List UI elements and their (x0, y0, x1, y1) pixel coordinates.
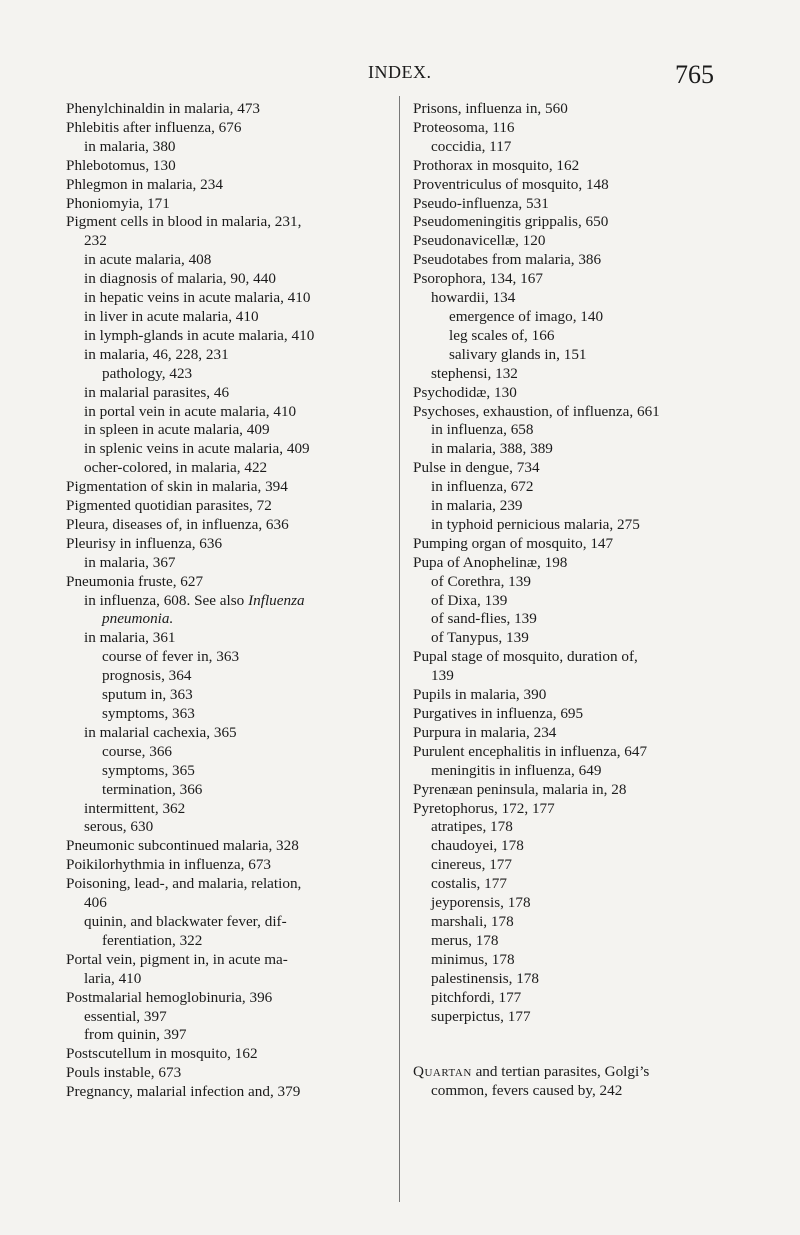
index-subentry (413, 365, 748, 384)
index-subentry (413, 327, 748, 346)
index-entry (66, 951, 396, 970)
entry-text: Psychoses, exhaustion, of influenza, 661 (413, 402, 660, 420)
index-subentry (413, 308, 748, 327)
index-subentry (66, 592, 396, 611)
entry-text: common, fevers caused by, 242 (431, 1082, 623, 1100)
index-subentry (413, 516, 748, 535)
italic-reference: Influenza (248, 591, 305, 609)
index-subentry (413, 856, 748, 875)
index-subentry (413, 667, 748, 686)
entry-text: minimus, 178 (431, 950, 515, 968)
index-subentry (413, 629, 748, 648)
entry-text: Prisons, influenza in, 560 (413, 100, 568, 117)
entry-text: chaudoyei, 178 (431, 837, 524, 855)
entry-text: Psorophora, 134, 167 (413, 270, 543, 288)
entry-text: from quinin, 397 (84, 1026, 187, 1044)
entry-text: of Dixa, 139 (431, 591, 508, 609)
index-subentry (66, 686, 396, 705)
entry-text: salivary glands in, 151 (449, 345, 587, 363)
index-entry (66, 119, 396, 138)
index-entry (66, 875, 396, 894)
entry-text: costalis, 177 (431, 875, 507, 893)
index-entry (413, 251, 748, 270)
entry-text: of Corethra, 139 (431, 572, 531, 590)
entry-text: Pupa of Anophelinæ, 198 (413, 553, 568, 571)
index-subentry (66, 459, 396, 478)
entry-text: essential, 397 (84, 1007, 167, 1025)
entry-text: in malarial cachexia, 365 (84, 723, 237, 741)
entry-text: jeyporensis, 178 (431, 894, 531, 912)
entry-text: stephensi, 132 (431, 364, 518, 382)
running-head: INDEX. (368, 62, 432, 82)
entry-text: course, 366 (102, 742, 173, 760)
index-subentry (66, 894, 396, 913)
entry-text: Proventriculus of mosquito, 148 (413, 175, 609, 193)
entry-text: Portal vein, pigment in, in acute ma- (66, 950, 288, 968)
index-entry (413, 554, 748, 573)
entry-text: Pseudomeningitis grippalis, 650 (413, 213, 609, 231)
entry-text: Phlebotomus, 130 (66, 156, 176, 174)
index-subentry (413, 951, 748, 970)
entry-text: serous, 630 (84, 818, 154, 836)
entry-text: in typhoid pernicious malaria, 275 (431, 515, 640, 533)
entry-text: Pleura, diseases of, in influenza, 636 (66, 515, 289, 533)
index-subentry (413, 440, 748, 459)
entry-text: in acute malaria, 408 (84, 251, 212, 269)
entry-text: Pseudonavicellæ, 120 (413, 232, 546, 250)
index-subentry (66, 818, 396, 837)
entry-text: Postmalarial hemoglobinuria, 396 (66, 988, 273, 1006)
index-entry (66, 195, 396, 214)
entry-text: in splenic veins in acute malaria, 409 (84, 440, 310, 458)
index-subentry (66, 648, 396, 667)
index-entry (66, 856, 396, 875)
entry-text: in portal vein in acute malaria, 410 (84, 402, 297, 420)
entry-text: laria, 410 (84, 969, 142, 987)
entry-text: Phenylchinaldin in malaria, 473 (66, 100, 261, 117)
index-subentry (413, 1008, 748, 1027)
entry-text: Pigment cells in blood in malaria, 231, (66, 213, 302, 231)
index-subentry (413, 932, 748, 951)
entry-text: of Tanypus, 139 (431, 629, 529, 647)
entry-text: in malaria, 46, 228, 231 (84, 345, 229, 363)
entry-text: cinereus, 177 (431, 856, 512, 874)
entry-text: Purulent encephalitis in influenza, 647 (413, 742, 648, 760)
entry-text: 232 (84, 232, 107, 250)
index-subentry (66, 800, 396, 819)
index-column-right (413, 100, 748, 1101)
index-entry (413, 384, 748, 403)
entry-text: in malaria, 388, 389 (431, 440, 553, 458)
entry-text: intermittent, 362 (84, 799, 186, 817)
index-subentry (413, 573, 748, 592)
entry-text: coccidia, 117 (431, 137, 512, 155)
entry-text: pathology, 423 (102, 364, 193, 382)
index-entry (413, 119, 748, 138)
entry-text: in liver in acute malaria, 410 (84, 307, 259, 325)
entry-text: in influenza, 672 (431, 478, 534, 496)
index-subentry (413, 478, 748, 497)
index-subentry (413, 421, 748, 440)
entry-text: Pyretophorus, 172, 177 (413, 799, 555, 817)
index-subentry (66, 384, 396, 403)
entry-text: Pneumonic subcontinued malaria, 328 (66, 837, 299, 855)
page-header (0, 60, 800, 100)
entry-text: symptoms, 363 (102, 705, 195, 722)
index-entry (413, 459, 748, 478)
entry-text: Pupils in malaria, 390 (413, 686, 547, 704)
entry-text: Pregnancy, malarial infection and, 379 (66, 1083, 301, 1101)
index-entry (413, 157, 748, 176)
entry-text: in malaria, 380 (84, 137, 176, 155)
index-subentry (66, 232, 396, 251)
entry-text: emergence of imago, 140 (449, 307, 604, 325)
entry-text: Pyrenæan peninsula, malaria in, 28 (413, 780, 627, 798)
index-entry (66, 1064, 396, 1083)
entry-text: Pupal stage of mosquito, duration of, (413, 648, 638, 666)
index-subentry (66, 308, 396, 327)
index-entry (66, 497, 396, 516)
index-subentry (413, 989, 748, 1008)
index-subentry (66, 440, 396, 459)
index-subentry (66, 403, 396, 422)
entry-text: Pigmentation of skin in malaria, 394 (66, 478, 288, 496)
index-subentry (413, 138, 748, 157)
index-entry (66, 837, 396, 856)
index-entry (413, 686, 748, 705)
entry-text: and tertian parasites, Golgi’s (471, 1063, 650, 1081)
entry-text: Psychodidæ, 130 (413, 383, 517, 401)
entry-text: ferentiation, 322 (102, 931, 203, 949)
index-subentry (413, 592, 748, 611)
entry-text: Poisoning, lead-, and malaria, relation, (66, 875, 302, 893)
entry-text: ocher-colored, in malaria, 422 (84, 459, 268, 477)
entry-text: palestinensis, 178 (431, 969, 539, 987)
index-entry (413, 705, 748, 724)
index-subentry (66, 667, 396, 686)
index-subentry (66, 762, 396, 781)
index-entry (413, 648, 748, 667)
entry-text: Pseudotabes from malaria, 386 (413, 251, 602, 269)
index-subentry (413, 875, 748, 894)
entry-text: in spleen in acute malaria, 409 (84, 421, 270, 439)
entry-text: sputum in, 363 (102, 686, 193, 704)
index-entry (413, 535, 748, 554)
index-entry (66, 535, 396, 554)
index-subentry (66, 421, 396, 440)
entry-text: Pleurisy in influenza, 636 (66, 534, 223, 552)
entry-text: in malaria, 361 (84, 629, 176, 647)
index-subentry (413, 610, 748, 629)
index-entry (413, 176, 748, 195)
entry-text: meningitis in influenza, 649 (431, 761, 602, 779)
index-entry (413, 403, 748, 422)
index-subentry (66, 346, 396, 365)
entry-text: Phlegmon in malaria, 234 (66, 175, 223, 193)
entry-text: Phoniomyia, 171 (66, 194, 170, 212)
index-subentry (66, 610, 396, 629)
smallcaps-term: Quartan (413, 1063, 472, 1081)
index-subentry (66, 138, 396, 157)
entry-text: in influenza, 658 (431, 421, 534, 439)
entry-text: Phlebitis after influenza, 676 (66, 118, 242, 136)
index-subentry (413, 970, 748, 989)
entry-text: in influenza, 608. See also (84, 591, 249, 609)
index-entry (413, 270, 748, 289)
index-entry (413, 800, 748, 819)
index-subentry (413, 913, 748, 932)
index-entry (413, 1063, 748, 1082)
index-column-left (66, 100, 396, 1102)
index-subentry (66, 913, 396, 932)
index-entry (66, 573, 396, 592)
entry-text: in malaria, 367 (84, 553, 176, 571)
index-subentry (413, 762, 748, 781)
italic-reference: pneumonia. (102, 610, 174, 628)
entry-text: prognosis, 364 (102, 667, 192, 685)
index-entry (66, 1083, 396, 1102)
entry-text: howardii, 134 (431, 289, 516, 307)
page-number: 765 (675, 60, 714, 89)
entry-text: Postscutellum in mosquito, 162 (66, 1045, 258, 1063)
entry-text: in malarial parasites, 46 (84, 383, 230, 401)
index-subentry (66, 1026, 396, 1045)
entry-text: in malaria, 239 (431, 497, 523, 515)
index-subentry (413, 1082, 748, 1101)
index-subentry (413, 497, 748, 516)
entry-text: 139 (431, 667, 454, 685)
entry-text: Pulse in dengue, 734 (413, 459, 540, 477)
entry-text: Prothorax in mosquito, 162 (413, 156, 580, 174)
index-subentry (413, 894, 748, 913)
index-subentry (413, 837, 748, 856)
index-subentry (66, 781, 396, 800)
entry-text: termination, 366 (102, 780, 203, 798)
index-subentry (413, 289, 748, 308)
index-entry (66, 100, 396, 119)
entry-text: marshali, 178 (431, 912, 514, 930)
entry-text: leg scales of, 166 (449, 326, 555, 344)
index-subentry (66, 1008, 396, 1027)
index-subentry (66, 970, 396, 989)
entry-text: in lymph-glands in acute malaria, 410 (84, 326, 315, 344)
index-entry (413, 100, 748, 119)
entry-text: Pneumonia fruste, 627 (66, 572, 204, 590)
entry-text: 406 (84, 894, 107, 912)
entry-text: superpictus, 177 (431, 1007, 531, 1025)
index-subentry (66, 251, 396, 270)
index-subentry (66, 327, 396, 346)
index-subentry (66, 289, 396, 308)
entry-text: Pseudo-influenza, 531 (413, 194, 549, 212)
index-entry (66, 1045, 396, 1064)
index-subentry (66, 629, 396, 648)
entry-text: in diagnosis of malaria, 90, 440 (84, 270, 276, 288)
entry-text: in hepatic veins in acute malaria, 410 (84, 289, 311, 307)
index-entry (413, 213, 748, 232)
column-divider (399, 96, 400, 1202)
index-entry (66, 176, 396, 195)
entry-text: Poikilorhythmia in influenza, 673 (66, 856, 272, 874)
entry-text: Proteosoma, 116 (413, 118, 515, 136)
entry-text: Pouls instable, 673 (66, 1064, 182, 1082)
entry-text: course of fever in, 363 (102, 648, 240, 666)
index-subentry (66, 365, 396, 384)
index-subentry (413, 818, 748, 837)
entry-text: atratipes, 178 (431, 818, 513, 836)
index-subentry (66, 932, 396, 951)
index-entry (413, 232, 748, 251)
index-entry (66, 516, 396, 535)
index-entry (413, 195, 748, 214)
entry-text: symptoms, 365 (102, 761, 195, 779)
index-entry (66, 478, 396, 497)
entry-text: Pigmented quotidian parasites, 72 (66, 497, 272, 515)
index-entry (413, 743, 748, 762)
entry-text: quinin, and blackwater fever, dif- (84, 912, 287, 930)
index-entry (66, 213, 396, 232)
index-subentry (66, 724, 396, 743)
entry-text: Purpura in malaria, 234 (413, 723, 557, 741)
index-subentry (66, 554, 396, 573)
index-subentry (66, 743, 396, 762)
entry-spacer (413, 1026, 748, 1063)
index-subentry (66, 705, 396, 724)
entry-text: Purgatives in influenza, 695 (413, 705, 584, 722)
index-entry (66, 989, 396, 1008)
index-entry (66, 157, 396, 176)
entry-text: pitchfordi, 177 (431, 988, 522, 1006)
index-subentry (66, 270, 396, 289)
entry-text: merus, 178 (431, 931, 499, 949)
entry-text: of sand-flies, 139 (431, 610, 537, 628)
index-entry (413, 781, 748, 800)
index-subentry (413, 346, 748, 365)
index-entry (413, 724, 748, 743)
entry-text: Pumping organ of mosquito, 147 (413, 534, 614, 552)
